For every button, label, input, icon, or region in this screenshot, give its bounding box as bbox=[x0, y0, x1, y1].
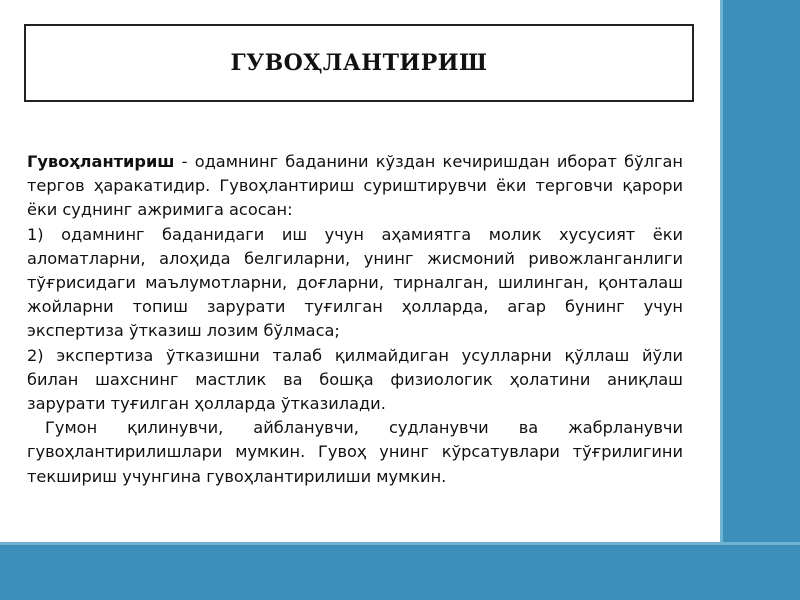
title-box bbox=[24, 24, 694, 102]
intro-term: Гувоҳлантириш bbox=[27, 152, 175, 171]
intro-text: - одамнинг баданини кўздан кечиришдан иборат бўлган тергов ҳаракатидир. Гувоҳлантириш суриштирувчи ёки терговчи қарори ёки суднинг ажримига асосан: bbox=[27, 152, 683, 220]
closing-paragraph: Гумон қилинувчи, айбланувчи, судланувчи ва жабрланувчи гувоҳлантирилишлари мумкин. Гувоҳ унинг кўрсатувлари тўғрилигини текшириш учунгина гувоҳлантирилиши мумкин. bbox=[27, 418, 683, 486]
intro-paragraph bbox=[27, 150, 683, 223]
list-item-1: 1) одамнинг баданидаги иш учун аҳамиятга молик хусусият ёки аломатларни, алоҳида белгиларни, унинг жисмоний ривожланганлиги тўғрисидаги маълумотларни, доғларни, тирналган, шилинган, қонталаш жойларни топиш зарурати туғилган ҳолларда, агар бунинг учун экспертиза ўтказиш лозим бўлмаса; bbox=[27, 224, 683, 341]
slide-body bbox=[27, 150, 683, 489]
list-item-2: 2) экспертиза ўтказишни талаб қилмайдиган усулларни қўллаш йўли билан шахснинг мастлик ва бошқа физиологик ҳолатини аниқлаш зарурати туғилган ҳолларда ўтказилади. bbox=[27, 345, 683, 414]
bottom-accent-bar bbox=[0, 542, 800, 600]
right-accent-bar bbox=[720, 0, 800, 600]
slide-title: ГУВОҲЛАНТИРИШ bbox=[230, 50, 488, 76]
